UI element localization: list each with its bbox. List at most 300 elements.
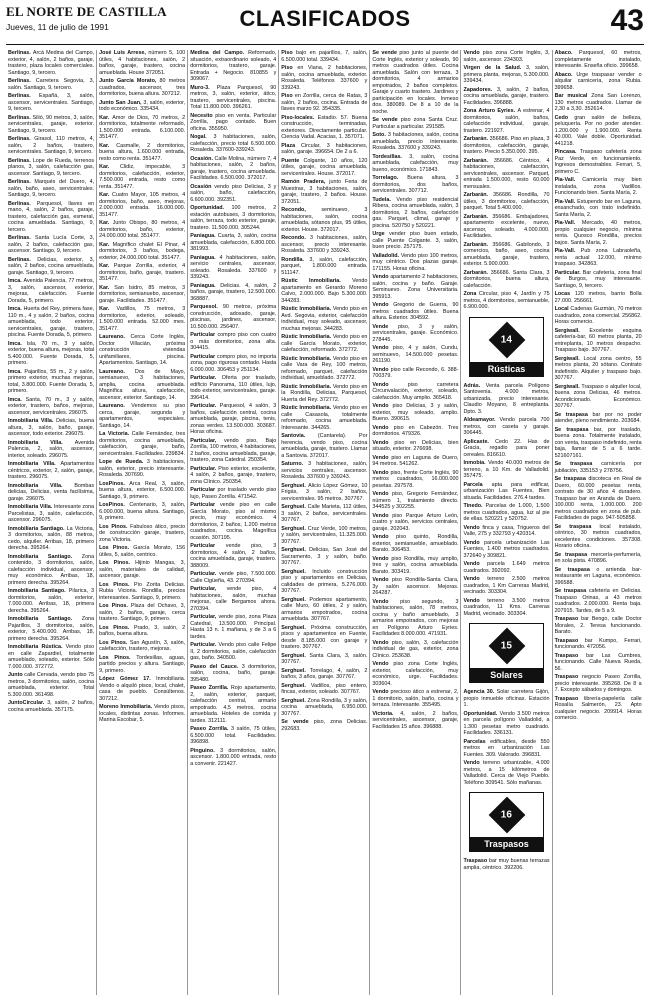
classified-ad [281, 257, 367, 277]
ad-text: 3, salón, calefacción, parquet, 1.800.000 entrada. 511147. [281, 256, 368, 276]
classified-ad [8, 306, 94, 339]
ad-text: Vendo pisos, locales, distintas zonas. Informes. Marina Escobar, 5. [99, 704, 186, 723]
ad-text: Vendemos su piso cerca, garaje, segunda y apartamentos, especiales. Santiago, 14. [99, 403, 186, 429]
classified-ad [372, 231, 458, 251]
ad-heading: Piso [281, 50, 297, 56]
ad-heading: Traspaso [554, 616, 582, 622]
ad-text: vender piso buen estado, calle Puente Colgante. 3, salón, buen precio. 257175. [372, 231, 459, 250]
ad-heading: Ocasión [190, 183, 215, 190]
ad-heading: Serghuel. [281, 624, 311, 631]
classified-ad [281, 405, 367, 431]
ad-text: Reformado, situación, extraordinario soleado, 4 dormitorios, trastero, garaje. Entrada + Negocio. 810855 y 309067. [190, 50, 277, 82]
ad-text: Circular, 3 habitaciones, salón, garaje. 396654. De 2 a 6. [281, 142, 368, 155]
ad-text: piso, 4 y salón, Cundu, seminuevo, 14.500.000 pesetas. 261190. [372, 345, 459, 364]
classified-ad [372, 154, 458, 174]
classified-ad [99, 143, 185, 163]
ad-text: Santa, 70 m., 3 y salón, exterior, trastero, baños, mejoras, ascensor, servicentrales. 296075. [8, 396, 95, 416]
classified-ad [99, 640, 185, 653]
ad-heading: Valladolid. [372, 252, 401, 259]
ad-heading: Kar. [99, 114, 113, 121]
ad-heading: Los Pinos. [99, 624, 134, 631]
classified-ad [190, 134, 276, 154]
ad-heading: Torrelago. [372, 175, 408, 181]
ad-heading: Medina del Campo. [190, 50, 249, 56]
ad-text: Vendo piso en calle Vara de Rey, 100 metros, reformado, parquet, calefacción individual, amueblado. 372772. [281, 355, 368, 381]
ad-heading: Virgen de la Salud. [463, 65, 526, 71]
ad-text: Urge traspasar vender o alquilar carnicería, zona Rubia. 399658. [554, 71, 642, 91]
ad-text: Vendo 3.500 metros en parcela polígono Valladolid, a 1.300 pesetas metro cuadrado. Facilidades. 336131. [463, 710, 550, 736]
ad-text: Prado, 3, salón, 2 baños, buena altura. [99, 624, 186, 637]
ad-text: Zona contenido, 3 dormitorios, salón, calefacción individual, ascensor, muy económico. Arribas, 18, primero derecha. 395264. [8, 553, 95, 586]
ad-heading: Particular [190, 353, 218, 360]
ad-heading: Traspaso [554, 652, 587, 659]
ad-heading: Vendo [372, 302, 394, 308]
ad-heading: Rústic Inmobiliaria. [281, 383, 333, 390]
ad-heading: Vendo [372, 274, 391, 280]
classified-ad [555, 328, 642, 354]
classified-ad [555, 93, 642, 113]
classified-ad [281, 483, 367, 503]
ad-text: Solar carretera Gijón, propio inmueble oficinas. Estación 1. [463, 689, 550, 708]
ad-text: seminuevo, 3 habitaciones, salón, cocina amueblada, sótanos plus, 95 útiles, exterior. House. 372017. [281, 207, 368, 233]
classified-ad [555, 524, 642, 550]
ad-heading: Kar. [99, 241, 113, 248]
ad-text: Circular, piso 4, Jardín y 75 metros, 4 dormitorios, semianueble, 6.900.000. [463, 291, 550, 310]
classified-ad [99, 502, 185, 522]
category-number-badge [488, 628, 525, 665]
classified-ad [463, 108, 549, 134]
ad-text: Magnífico chalet El Pinar, 4 dormitorios, 3 baños, bodega, exterior, 24.000.000 total. 351477. [99, 241, 186, 261]
ad-heading: Rústic Inmobiliaria. [281, 334, 333, 340]
classified-ad [281, 115, 367, 141]
ad-text: La Victoria, 3 dormitorios, salón, 88 metros, cedo, alquiler. Arribas, 18, primero derecha. 395264. [8, 525, 95, 551]
ad-text: cafetería en Delicias. Traspaso Orinas, a 43 metros cuadrados. 2.000.000. Renta baja. 207915. Tardes, de 5 a 9. [554, 588, 642, 614]
ad-heading: Kar. [99, 284, 115, 291]
ad-heading: Paseo del Cauce. [190, 663, 242, 670]
classified-ad [8, 616, 94, 642]
ad-heading: Se vende [281, 719, 314, 725]
classified-ad [372, 513, 458, 533]
ad-text: Calle Molina, número 7, 4 habitaciones, salón, 2 baños, garaje, trastero, cocina amueblada. Facilidades. 6.500.000. 372017. [190, 155, 277, 181]
ad-heading: Pincasa. [554, 149, 580, 155]
classified-ad [555, 149, 642, 175]
ad-heading: Soto. [372, 132, 388, 138]
ad-heading: Los Pinos. [99, 639, 130, 646]
classified-ad [8, 201, 94, 234]
classified-ad [372, 117, 458, 130]
ad-heading: Recondo, [281, 207, 322, 213]
classified-ad [555, 72, 642, 92]
ad-text: 3 habitaciones, salón, ascensor, precio interesante. Rosaleda. 337600 y 339243. [281, 235, 368, 254]
classified-ad [8, 504, 94, 524]
classified-ad [281, 235, 367, 255]
classified-ad [281, 334, 367, 354]
classified-ad [555, 50, 642, 70]
classified-ad [372, 689, 458, 709]
ad-text: Carnicería muy bien instalada, zona Vadillos. Funcionando bien. Santa María, 2. [554, 177, 642, 196]
classified-ad [372, 50, 458, 115]
classified-ad [555, 674, 642, 694]
ad-text: junto Feria de Muestras, 3 habitaciones, salón, garaje, trastero, 2 baños. House. 372051. [281, 179, 368, 205]
ad-heading: Vendo [372, 381, 408, 388]
ad-text: A estrenar, 4 dormitorios, salón, baños, calefacción individual, garaje, trastero. 221927. [463, 108, 550, 134]
ad-text: negocio Paseo Zorrilla, precio interesante. 395268. De 8 a 7. Excepto sábados y domingos. [554, 674, 642, 693]
classified-ad [99, 676, 185, 702]
classified-ad [281, 526, 367, 546]
ad-heading: Vendo [372, 469, 391, 476]
ad-heading: Aldeamayor. [463, 417, 500, 423]
classified-ad [372, 367, 458, 380]
category-header [469, 623, 543, 683]
ad-heading: López Gómez 17. [99, 676, 157, 682]
ad-heading: Zarbarán. [463, 269, 491, 276]
ad-heading: Imca. [8, 278, 24, 284]
classified-ad [281, 504, 367, 524]
classified-ad [281, 179, 367, 205]
ad-heading: Los Pinos. [99, 545, 134, 551]
ad-heading: Inmobia. [463, 460, 489, 466]
ad-text: Girasol, 110 metros, 4, salón, 2 baños, trastero, servicentrales. Santiago, 9, tercero. [8, 136, 95, 155]
classified-ad [463, 50, 549, 63]
ad-heading: Vendo [463, 539, 484, 546]
ad-text: mercería-perfumería, en sola pista. 470896. [554, 551, 642, 564]
ad-heading: Vendo [372, 639, 392, 646]
ad-heading: Particular. [190, 642, 219, 648]
ad-heading: Pia-Vall. [554, 198, 578, 205]
ad-text: piso en Delicias, bien situado, exterior. 276698. [372, 439, 459, 452]
ad-text: Venta parcela Polígono Santovenia. 4.000 metros, urbanizada, precio interesante. Claudio Moyano, 8 entreplanta. Dpto. 3. [463, 382, 550, 415]
ad-column [279, 50, 370, 995]
classified-ad [281, 158, 367, 178]
ad-text: Avenida Palencia, 2, salón, ascensor, interior, soleado. 296075. [8, 439, 95, 459]
classified-ad [372, 253, 458, 273]
classified-ad [463, 214, 549, 240]
classified-ad [190, 403, 276, 436]
classified-ad [99, 192, 185, 218]
ad-text: calle Cervada, vendo piso 75 metros, 3 dormitorios, salón, cocina amueblada, exterior. Total 5.300.000. 361498. [8, 672, 95, 698]
ad-text: 3 habitaciones, salón, exterior, precio interesante. Rosaleda. 307690. [99, 459, 186, 478]
ad-text: finca y casa, Trigueros del Valle, 275 y 332793 y 420314. [463, 524, 550, 537]
ad-heading: Vendo [372, 491, 392, 497]
ad-heading: Tudela. [372, 196, 397, 203]
classified-ad [555, 248, 642, 268]
ad-text: Bombas delicias, Delicias, venta facilísima, garaje. 296075. [8, 482, 95, 502]
ad-heading: Paseo Zorrilla. [190, 726, 232, 732]
ad-heading: Locas [554, 291, 575, 297]
ad-text: bar Las Cumbres, funcionando. Calle Nueva Rueda, 56. [554, 652, 642, 672]
ad-text: Marqués del Duero, 4, salón, baño, aseo, servicentrales. Santiago, 9, tercero. [8, 179, 95, 198]
ad-heading: Se traspasa [554, 566, 597, 573]
classified-ad [463, 270, 549, 290]
ad-text: Pub zona Labraoleña, renta actual 12.000, mínimo traspaso. 342863. [554, 248, 642, 267]
ad-heading: Berlinas. [8, 179, 35, 185]
ad-text: Estadio. 57. Buena construcción, terminadas, exteriores. Directamente particular. Ciencia Vadal. Acacias, 1. 357071. [281, 114, 368, 140]
ad-heading: Inmobiliaria Santiago. [8, 588, 69, 594]
ad-text: Vendo piso en calle Zapardiel, totalmente amueblado, soleado, exterior. Sólo 7.000.000. 372772. [8, 644, 95, 670]
ad-heading: Vendo [372, 512, 393, 519]
ad-text: Cuarta, 3, salón, cocina amueblada, calefacción, 6.800.000. 381993. [190, 233, 277, 252]
ad-text: Zona Rondilla, 3 y salón, cocina amueblada, 6.950.000. 307767. [281, 697, 368, 717]
ad-column [370, 50, 461, 995]
classified-ad [463, 525, 549, 538]
classified-ad [372, 661, 458, 687]
ad-heading: Vendo [372, 534, 397, 540]
classified-ad [99, 334, 185, 367]
ad-text: Cerca Corte Inglés, Doctor Villacián, próxima construcción viviendas unifamiliares, piscina. Apartamentos. Santiago, 14. [99, 334, 186, 366]
classified-ad [555, 427, 642, 460]
ad-heading: Serghuel. [281, 697, 308, 704]
ad-heading: Particular. [190, 571, 220, 577]
ad-text: terreno 3.500 metros cuadrados, 11 Kms. Carreras Madrid, vecinado. 303304. [463, 597, 550, 617]
classified-ad [372, 425, 458, 438]
ad-heading: Serghuel. [281, 667, 310, 674]
classified-ad [372, 345, 458, 365]
ad-heading: Particular, [190, 586, 227, 592]
ad-heading: Se vende [372, 50, 400, 56]
ad-heading: Particular [190, 332, 218, 338]
ad-heading: Kar. [99, 142, 117, 149]
ad-text: bar muy buenas terrazas amplia, céntrico. 392206. [463, 858, 550, 871]
classified-ad [372, 534, 458, 554]
ad-heading: Vendo [463, 50, 483, 56]
ad-heading: Nogal. [190, 134, 214, 140]
classified-ad [8, 397, 94, 417]
ad-text: 4, salón, 2 baños, servicentrales, ascensor, garaje, Facilidades 15 años. 396888. [372, 710, 459, 730]
ad-columns [6, 50, 644, 995]
ad-text: 3, salón, exterior, todo económico. 335434. [99, 99, 186, 112]
ad-heading: Kar. [99, 220, 113, 226]
ad-text: compro piso con cuatro o más dormitorios, zona alta. 304415. [190, 332, 277, 351]
classified-ad [281, 668, 367, 681]
classified-ad [190, 233, 276, 253]
ad-heading: Traspaso [554, 695, 585, 702]
classified-ad [555, 696, 642, 722]
classified-ad [8, 341, 94, 367]
ad-heading: Se traspasa [554, 523, 600, 530]
ad-text: Oferta por traslado, edificio Panorama, 110 útiles, lujo, todo exterior, servicentrales, garaje. 396414. [190, 375, 277, 401]
ad-heading: Paniagua. [190, 254, 220, 261]
classified-ad [99, 524, 185, 544]
ad-text: Arca Real, 3, salón, buena altura, exterior, 6.500.000. Santiago, 9, primero. [99, 480, 186, 500]
ad-text: Cuatro Mayor, 105 metros, 4 dormitorios, baño, aseo, mejoras, 2.000.000 entrada. 16.000.000. 351477. [99, 192, 186, 218]
ad-heading: Inmobiliaria Villa. [8, 504, 54, 510]
ad-text: Hijinio Mangas, 3, salón, materiales de calidad, ascensor, garaje. [99, 560, 186, 579]
ad-text: Traspaso cafetería zona Paz Verde, en funcionamiento. Ingresos demostrables. Ferrari, 5, primero C. [554, 149, 642, 175]
category-number-badge [488, 321, 525, 358]
ad-text: vende piso en calle García Morato, piso al mismo precio, muy económico. 4 dormitorios, 2 baños, 1.200 metros cuadrados, cocina. Magnífica ocasión. 307195. [190, 502, 277, 541]
classified-ad [372, 197, 458, 230]
classified-ad [555, 177, 642, 197]
ad-heading: Sergiwall. [554, 327, 590, 334]
classified-ad [8, 179, 94, 199]
ad-text: 4 habitaciones, salón, servicio centrales, ascensor, soleado. Rosaleda. 337600 y 339243. [190, 254, 277, 280]
ad-text: Silió, 90 metros, 3, salón, servicentrales, garaje, exterior. Santiago, 9, tercero. [8, 114, 95, 134]
ad-heading: Bar musical [554, 93, 592, 99]
ad-text: Parque Zorrilla, exterior, 4 dormitorios, baño, garaje, trastero. 351477. [99, 263, 186, 282]
ad-heading: Victoria. [372, 710, 401, 717]
ad-heading: Rústic Inmobiliaria. [281, 355, 333, 362]
ad-text: bar Kumpo, Ferrari, funcionando. 472056. [554, 637, 642, 650]
classified-ad [190, 50, 276, 83]
ad-text: Buena altura, 3 dormitorios, dos baños, servicentrales. 307712. [372, 175, 459, 194]
classified-ad [281, 719, 367, 732]
ad-text: Vendo apartamento en Gerardo Moreno Calvo, 2.000.000. Bajo 5.300.000. 344283. [281, 278, 368, 304]
ad-text: Vendo piso residencial Ribera, cocina amueblada, salón, 3 dormitorios, 2 baños, calefacción gas. Parquet, climal, garaje y piscina. 520750 y 520221. [372, 196, 459, 229]
ad-text: Apartamentos céntricos, exterior, 2, salón, garaje, trastero. 296075. [8, 461, 95, 480]
classified-ad [8, 136, 94, 156]
ad-heading: Vende [372, 323, 398, 330]
ad-text: bajo en pajarillos, 7, salón, 6.500.000 total. 339434. [281, 50, 368, 63]
ad-text: o arrienda bar-restaurante en Laguna, económico. 396588. [554, 566, 642, 586]
classified-ad [555, 567, 642, 587]
ad-heading: Vendo [463, 524, 483, 531]
ad-text: Delicias. 4, salón, 2 baños, garaje, trastero, 12.500.000. 368887. [190, 282, 277, 302]
classified-ad [190, 466, 276, 486]
classified-ad [99, 369, 185, 402]
classified-ad [463, 158, 549, 191]
ad-text: Zona Pajarillos, 3 dormitorios, salón, exterior, 5.400.000. Arribas, 18, primero derecha. 395264. [8, 616, 95, 642]
ad-heading: Inmobiliaria Villa. [8, 418, 57, 424]
classified-ad [8, 644, 94, 670]
classified-ad [463, 417, 549, 437]
ad-text: número 5, 100 útiles, 4 habitaciones, salón, 2 baños, garaje, trastero, cocina amueblada. House 372051. [99, 50, 186, 76]
page-number: 43 [610, 4, 644, 37]
ad-heading: Vendo [372, 661, 394, 667]
ad-heading: Sergiwall. [554, 355, 584, 362]
classified-ad [99, 263, 185, 283]
classified-ad [463, 561, 549, 574]
classified-ad [190, 438, 276, 464]
classified-ad [99, 115, 185, 141]
classified-ad [190, 332, 276, 352]
category-number: 14 [500, 334, 513, 345]
classified-ad [99, 306, 185, 332]
ad-text: 356686. Rondilla, 70 útiles, 3 dormitorios, calefacción, parquet. Total 5.400.000. [463, 192, 550, 211]
ad-heading: Kar. [99, 306, 117, 312]
classified-ad [281, 569, 367, 595]
classified-ad [99, 459, 185, 479]
ad-text: 3, salón, 2 baños, cocina amueblada, garaje, trastero. Facilidades. 396888. [463, 86, 550, 106]
ad-heading: Moreno Inmobiliaria. [99, 704, 154, 710]
ad-text: Delicias, San José del Sacramento, 3 y salón, baño. 307767. [281, 547, 368, 566]
classified-ad [281, 384, 367, 404]
ad-text: 90 metros, próxima construcción, adosado, garaje, piscinas, jardines, ascensor, 10.500.000. 256407. [190, 304, 277, 330]
classified-ad [555, 461, 642, 474]
classified-ad [190, 642, 276, 662]
classified-ad [8, 93, 94, 113]
ad-text: gran salón de belleza, peluquería. Por no poder atender. 1.200.000 y 1.900.000. Renta 40.000. Vale doble. Oportunidad. 441218. [554, 114, 642, 147]
ad-heading: Berlinas. [8, 114, 33, 121]
ad-text: 80 metros cuadrados, ascensor, tres dormitorios, buena altura. 307212. [99, 78, 186, 97]
ad-heading: Berlinas. [8, 200, 37, 207]
ad-column [6, 50, 97, 995]
classified-ad [190, 726, 276, 746]
ad-text: Local zona centro, 55 metros planta, 20 sótano. Contrato indefinido. Alquiler y traspaso bajo. 307767. [554, 355, 642, 381]
ad-text: Cedo 22. Has de Gracia, regadio para poner cereales. 816610. [463, 438, 550, 458]
ad-heading: Laureano. [99, 334, 131, 340]
ad-heading: Vendo [463, 597, 488, 604]
ad-text: piso Parque Arturo León, cuatro y salón, servicios centrales, garaje. 202043. [372, 512, 459, 532]
ad-text: Carretera Segovia, 3, salón. Santiago, 9, tercero. [8, 78, 95, 91]
ad-text: Centenario, 3, salón, 6.000.000, buena altura. Santiago, 9, primero. [99, 502, 186, 521]
classified-ad [8, 554, 94, 587]
ad-text: Tordesillas, aguas, partido precios y altura. Santiago, 9, primero. [99, 654, 186, 674]
ad-text: Cruz Verde, 100 metros, y salón, servicentrales, 11.325.000. 307767. [281, 525, 368, 545]
ad-text: Dos de Mayo, semianuevo, 3 habitaciones, amplia, cocina amueblada. Magnífica altura, calefacción, ascensor, exterior. Santiago, 14. [99, 368, 186, 401]
ad-text: Calle Marieta, 112 útiles, 3 salón, 2 baños, servicentrales. 307767. [281, 504, 368, 523]
classified-ad [555, 115, 642, 148]
ad-text: terreno urbanizable, 4.000 metros, a 15 kilómetros de Valladolid. Cerca de Viejo Pueblo. Teléfono 309541. Sólo mañanas. [463, 760, 550, 786]
ad-text: 3 dormitorios, salón, cocina, baño, garaje. 395480. [190, 663, 277, 683]
ad-text: Plaza del Ochavo, 3, salón, 2 baños, garaje, cerca trastero. Santiago, 9, primero. [99, 603, 186, 622]
ad-text: (Cantarela). Por herencia, vendo piso, cocina amueblada, garaje, trastero. Llamar a Santovia. 372017. [281, 433, 368, 459]
ad-text: Clidiz, impecable, 3 dormitorios, calefacción, exterior, 7.500.000 entrada, resto como renta. 351477. [99, 164, 186, 190]
classified-ad [372, 302, 458, 322]
ad-text: vende piso, 7.500.000. Calle Cigüeña, 43. 270394. [190, 571, 277, 584]
classified-ad [555, 552, 642, 565]
ad-heading: Agencia 30. [463, 689, 497, 695]
ad-text: 356686. Embajadores, apartamento excelente, nuevo, ascensor, soleado. 4.000.000. Facilidades. [463, 213, 550, 239]
classified-ad [555, 356, 642, 382]
ad-text: Gregorio de Guerra, 90 metros cuadrados útiles. Buena altura. Exterior. 304592. [372, 302, 459, 321]
ad-text: discoteca en Real de Duero, 60.000 pesetas renta, contrato de 30 años 4 duradero. Traspaso bar en Aranda de Duero. 100.000 renta, 1.000.000. 200 metros cuadrados en zona de pub. Facilidades de pago. 947-505858. [554, 476, 642, 521]
ad-heading: Particular. [190, 375, 222, 381]
ad-heading: Vendo [463, 561, 488, 567]
ad-text: Parcelas de 1.000, 1.500 metros cuadrados, agua, luz al pie de ellas. 520221 y 520752. [463, 503, 550, 522]
ad-heading: Se traspasa [554, 411, 593, 418]
classified-ad [99, 704, 185, 724]
ad-text: Santa Clara, 3, salón. 307767. [281, 652, 368, 665]
ad-heading: LosPinos. [99, 480, 130, 487]
ad-text: Cadenas Guzmán, 70 metros cuadrados, zona comercial. 256862. Horas comercio. [554, 306, 642, 325]
ad-heading: Serghuel. [281, 525, 308, 532]
classified-ad [281, 93, 367, 113]
ad-text: Plaza Parquesol, 90 metros, 3, salón, exterior, ático, trastero, servicentrales, piscina. Total 11.800.000. 396261. [190, 84, 277, 110]
ad-heading: Inmobiliaria Villa. [8, 439, 75, 446]
classified-ad [281, 461, 367, 481]
classified-ad [190, 304, 276, 330]
classified-ad [99, 481, 185, 501]
ad-text: 3 habitaciones, salón, servicios centrales, ascensor. Rosaleda. 337600 y 339243. [281, 461, 368, 480]
classified-ad [372, 403, 458, 423]
classified-ad [190, 205, 276, 231]
ad-text: vende piso, zona Plaza Catedral, 13.500.000. Principal. Hasta 13 n. 1 mañana, y de 3 a 6 tardes. [190, 614, 277, 640]
ad-text: Bar cafetería, zona final de Burgos, muy interesante. Santiago, 9, tercero. [554, 269, 642, 289]
ad-text: precioso ático a estrenar, 2, 1 dormitorio, salón, baño, cocina y terraza. Interesante. 355495. [372, 689, 459, 708]
ad-text: Parquesol, 60 metros, completamente instalado, interesante. Enseña oficio. 399658. [554, 50, 642, 69]
ad-text: piso, salón, 3, calefacción individual de gas, exterior, zona Clínico. 253638. [372, 639, 459, 659]
classified-ad [8, 369, 94, 395]
classified-ad [281, 698, 367, 718]
classified-ad [281, 278, 367, 304]
ad-heading: Paniagua. [190, 233, 218, 239]
ad-heading: Traspaso [554, 637, 585, 644]
ad-text: Junto Obispo, 80 metros, 4 dormitorios, baño, exterior, 24.000.000 total. 351477. [99, 220, 186, 239]
ad-heading: Traspaso [554, 674, 582, 680]
ad-heading: Vendo [372, 598, 401, 605]
ad-heading: Rústic Inmobiliaria. [281, 278, 353, 284]
classified-ad [190, 375, 276, 401]
ad-text: Fabuloso ático, precio de construcción garaje, trastero, zona Victoria. [99, 523, 186, 543]
ad-column [97, 50, 188, 995]
ad-text: Podemos apartamento, calle Muro, 60 útiles, 2 y salón, armarios empotrados, cocina amueblada. 307767. [281, 596, 368, 622]
classified-ad [372, 491, 458, 511]
ad-heading: Rústic Inmobiliaria. [281, 405, 333, 411]
ad-text: librería-papelería calle Rosalía Salmerón, 23. Apto cualquier negocio. 209914. Horas comercio. [554, 695, 642, 721]
classified-ad [463, 540, 549, 560]
ad-text: Pio Zorita Delicias. Rubia Vicioria. Rondilla, precios interesantes. Santiago, 9, primero. [99, 581, 186, 601]
ad-text: piso, frente Corte Inglés, 90 metros cuadrados, 16.000.000 pesetas. 297578. [372, 469, 459, 489]
